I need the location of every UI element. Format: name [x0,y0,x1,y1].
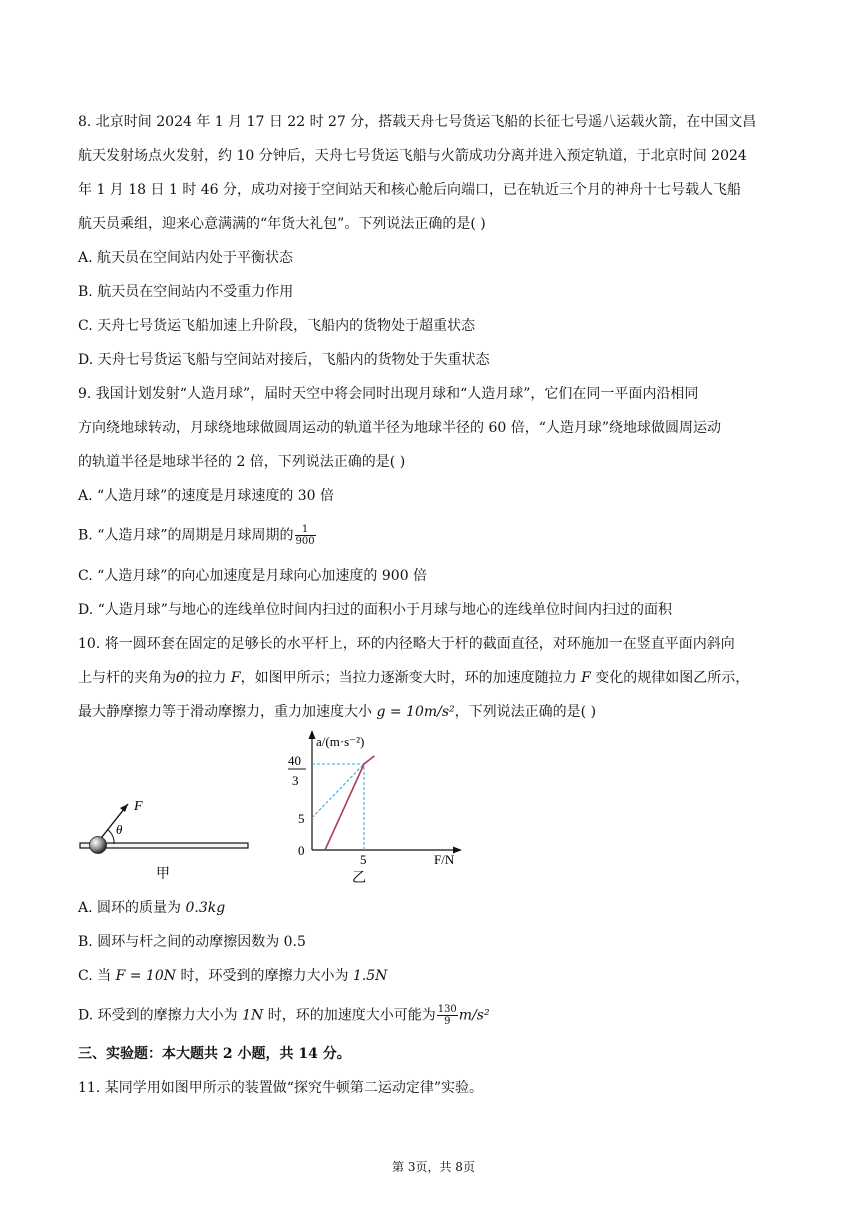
q10-option-c-expr: F = 10N [115,968,176,984]
q9-line-2: 方向绕地球转动，月球绕地球做圆周运动的轨道半径为地球半径的 60 倍，“人造月球”绕地球做圆周运动 [78,420,722,436]
q10-option-d-fraction [437,1004,458,1027]
q10-option-b: B. 圆环与杆之间的动摩擦因数为 0.5 [78,934,306,950]
q9-option-b [78,524,317,547]
figure-jia-caption: 甲 [156,867,170,882]
q10-option-c-value: 1.5N [352,968,388,984]
q10-line-2-part-d: 变化的规律如图乙所示， [590,670,750,686]
angle-arc [108,830,114,844]
q10-line-1: 10. 将一圆环套在固定的足够长的水平杆上，环的内径略大于杆的截面直径，对环施加一在竖直平面内斜向 [78,636,735,652]
y-tick-label-0: 5 [298,810,305,826]
dashed-guide-0 [312,764,364,818]
q9-option-b-fraction [295,524,316,547]
y-tick-frac-num: 40 [288,753,301,768]
q10-option-d-text-a: D. 环受到的摩擦力大小为 [78,1007,243,1024]
figure-jia [70,790,260,890]
x-axis-arrow [453,847,462,854]
fraction-denominator: 9 [444,1016,451,1027]
q10-line-3 [78,702,596,722]
q10-option-c [78,966,387,986]
q10-line-2-part-b: 的拉力 [184,670,231,686]
force-arrow-head [120,804,128,812]
q10-option-d-unit: m/s² [458,1007,490,1024]
q8-option-c: C. 天舟七号货运飞船加速上升阶段，飞船内的货物处于超重状态 [78,318,476,334]
q8-option-a: A. 航天员在空间站内处于平衡状态 [78,250,294,266]
angle-label: θ [116,822,123,837]
x-tick-label-0: 5 [360,852,367,867]
q10-option-d [78,1004,490,1027]
q10-option-c-text-a: C. 当 [78,968,116,984]
figure-yi-chart [276,728,476,888]
q10-line-2 [78,668,749,688]
section-3-heading: 三、实验题：本大题共 2 小题，共 14 分。 [78,1046,351,1062]
y-axis-label: a/(m·s⁻²) [316,734,365,749]
q10-line-2-part-c: ，如图甲所示；当拉力逐渐变大时，环的加速度随拉力 [240,670,582,686]
chart-caption: 乙 [352,871,366,886]
q9-option-c: C. “人造月球”的向心加速度是月球向心加速度的 900 倍 [78,568,428,584]
q8-line-2: 航天发射场点火发射，约 10 分钟后，天舟七号货运飞船与火箭成功分离并进入预定轨道，于北京时间 2024 [78,148,747,164]
q8-option-b: B. 航天员在空间站内不受重力作用 [78,284,294,300]
force-symbol: F [230,670,241,686]
page-footer: 第 3页，共 8页 [392,1160,475,1174]
q9-option-b-text: B. “人造月球”的周期是月球周期的 [78,527,294,544]
series-line-0 [325,756,374,850]
q9-line-3: 的轨道半径是地球半径的 2 倍，下列说法正确的是( ) [78,454,406,470]
q10-option-d-value: 1N [242,1007,264,1024]
q10-option-c-text-b: 时，环受到的摩擦力大小为 [176,968,353,984]
fraction-numerator: 1 [295,524,316,536]
q10-option-a [78,898,225,918]
ring-ball [90,837,107,854]
gravity-expression: g = 10m/s² [376,704,455,720]
y-tick-frac-den: 3 [292,773,299,788]
q8-line-3: 年 1 月 18 日 1 时 46 分，成功对接于空间站天和核心舱后向端口，已在轨近三个月的神舟十七号载人飞船 [78,182,742,198]
q8-option-d: D. 天舟七号货运飞船与空间站对接后，飞船内的货物处于失重状态 [78,352,490,368]
origin-label: 0 [298,843,305,858]
q8-line-4: 航天员乘组，迎来心意满满的“年货大礼包”。下列说法正确的是( ) [78,216,486,232]
x-axis-label: F/N [434,852,455,867]
q11-line-1: 11. 某同学用如图甲所示的装置做“探究牛顿第二运动定律”实验。 [78,1080,484,1096]
q9-option-a: A. “人造月球”的速度是月球速度的 30 倍 [78,488,335,504]
fraction-denominator: 900 [295,536,315,547]
force-label: F [134,799,143,814]
q9-line-1: 9. 我国计划发射“人造月球”，届时天空中将会同时出现月球和“人造月球”，它们在同一平面内沿相同 [78,386,699,402]
force-symbol-2: F [581,670,591,686]
y-axis-arrow [309,730,316,739]
theta-symbol: θ [176,670,185,686]
fraction-numerator: 130 [437,1004,457,1015]
q9-option-d: D. “人造月球”与地心的连线单位时间内扫过的面积小于月球与地心的连线单位时间内扫过的面积 [78,602,672,618]
q10-line-3-part-a: 最大静摩擦力等于滑动摩擦力，重力加速度大小 [78,704,377,720]
q10-line-2-part-a: 上与杆的夹角为 [78,670,176,686]
q10-option-a-text: A. 圆环的质量为 [78,900,186,916]
q10-line-3-part-b: ，下列说法正确的是( ) [454,704,597,720]
q10-option-d-text-b: 时，环的加速度大小可能为 [263,1007,436,1024]
q8-line-1: 8. 北京时间 2024 年 1 月 17 日 22 时 27 分，搭载天舟七号货运飞船的长征七号遥八运载火箭，在中国文昌 [78,114,757,130]
q10-option-a-value: 0.3kg [185,900,226,916]
